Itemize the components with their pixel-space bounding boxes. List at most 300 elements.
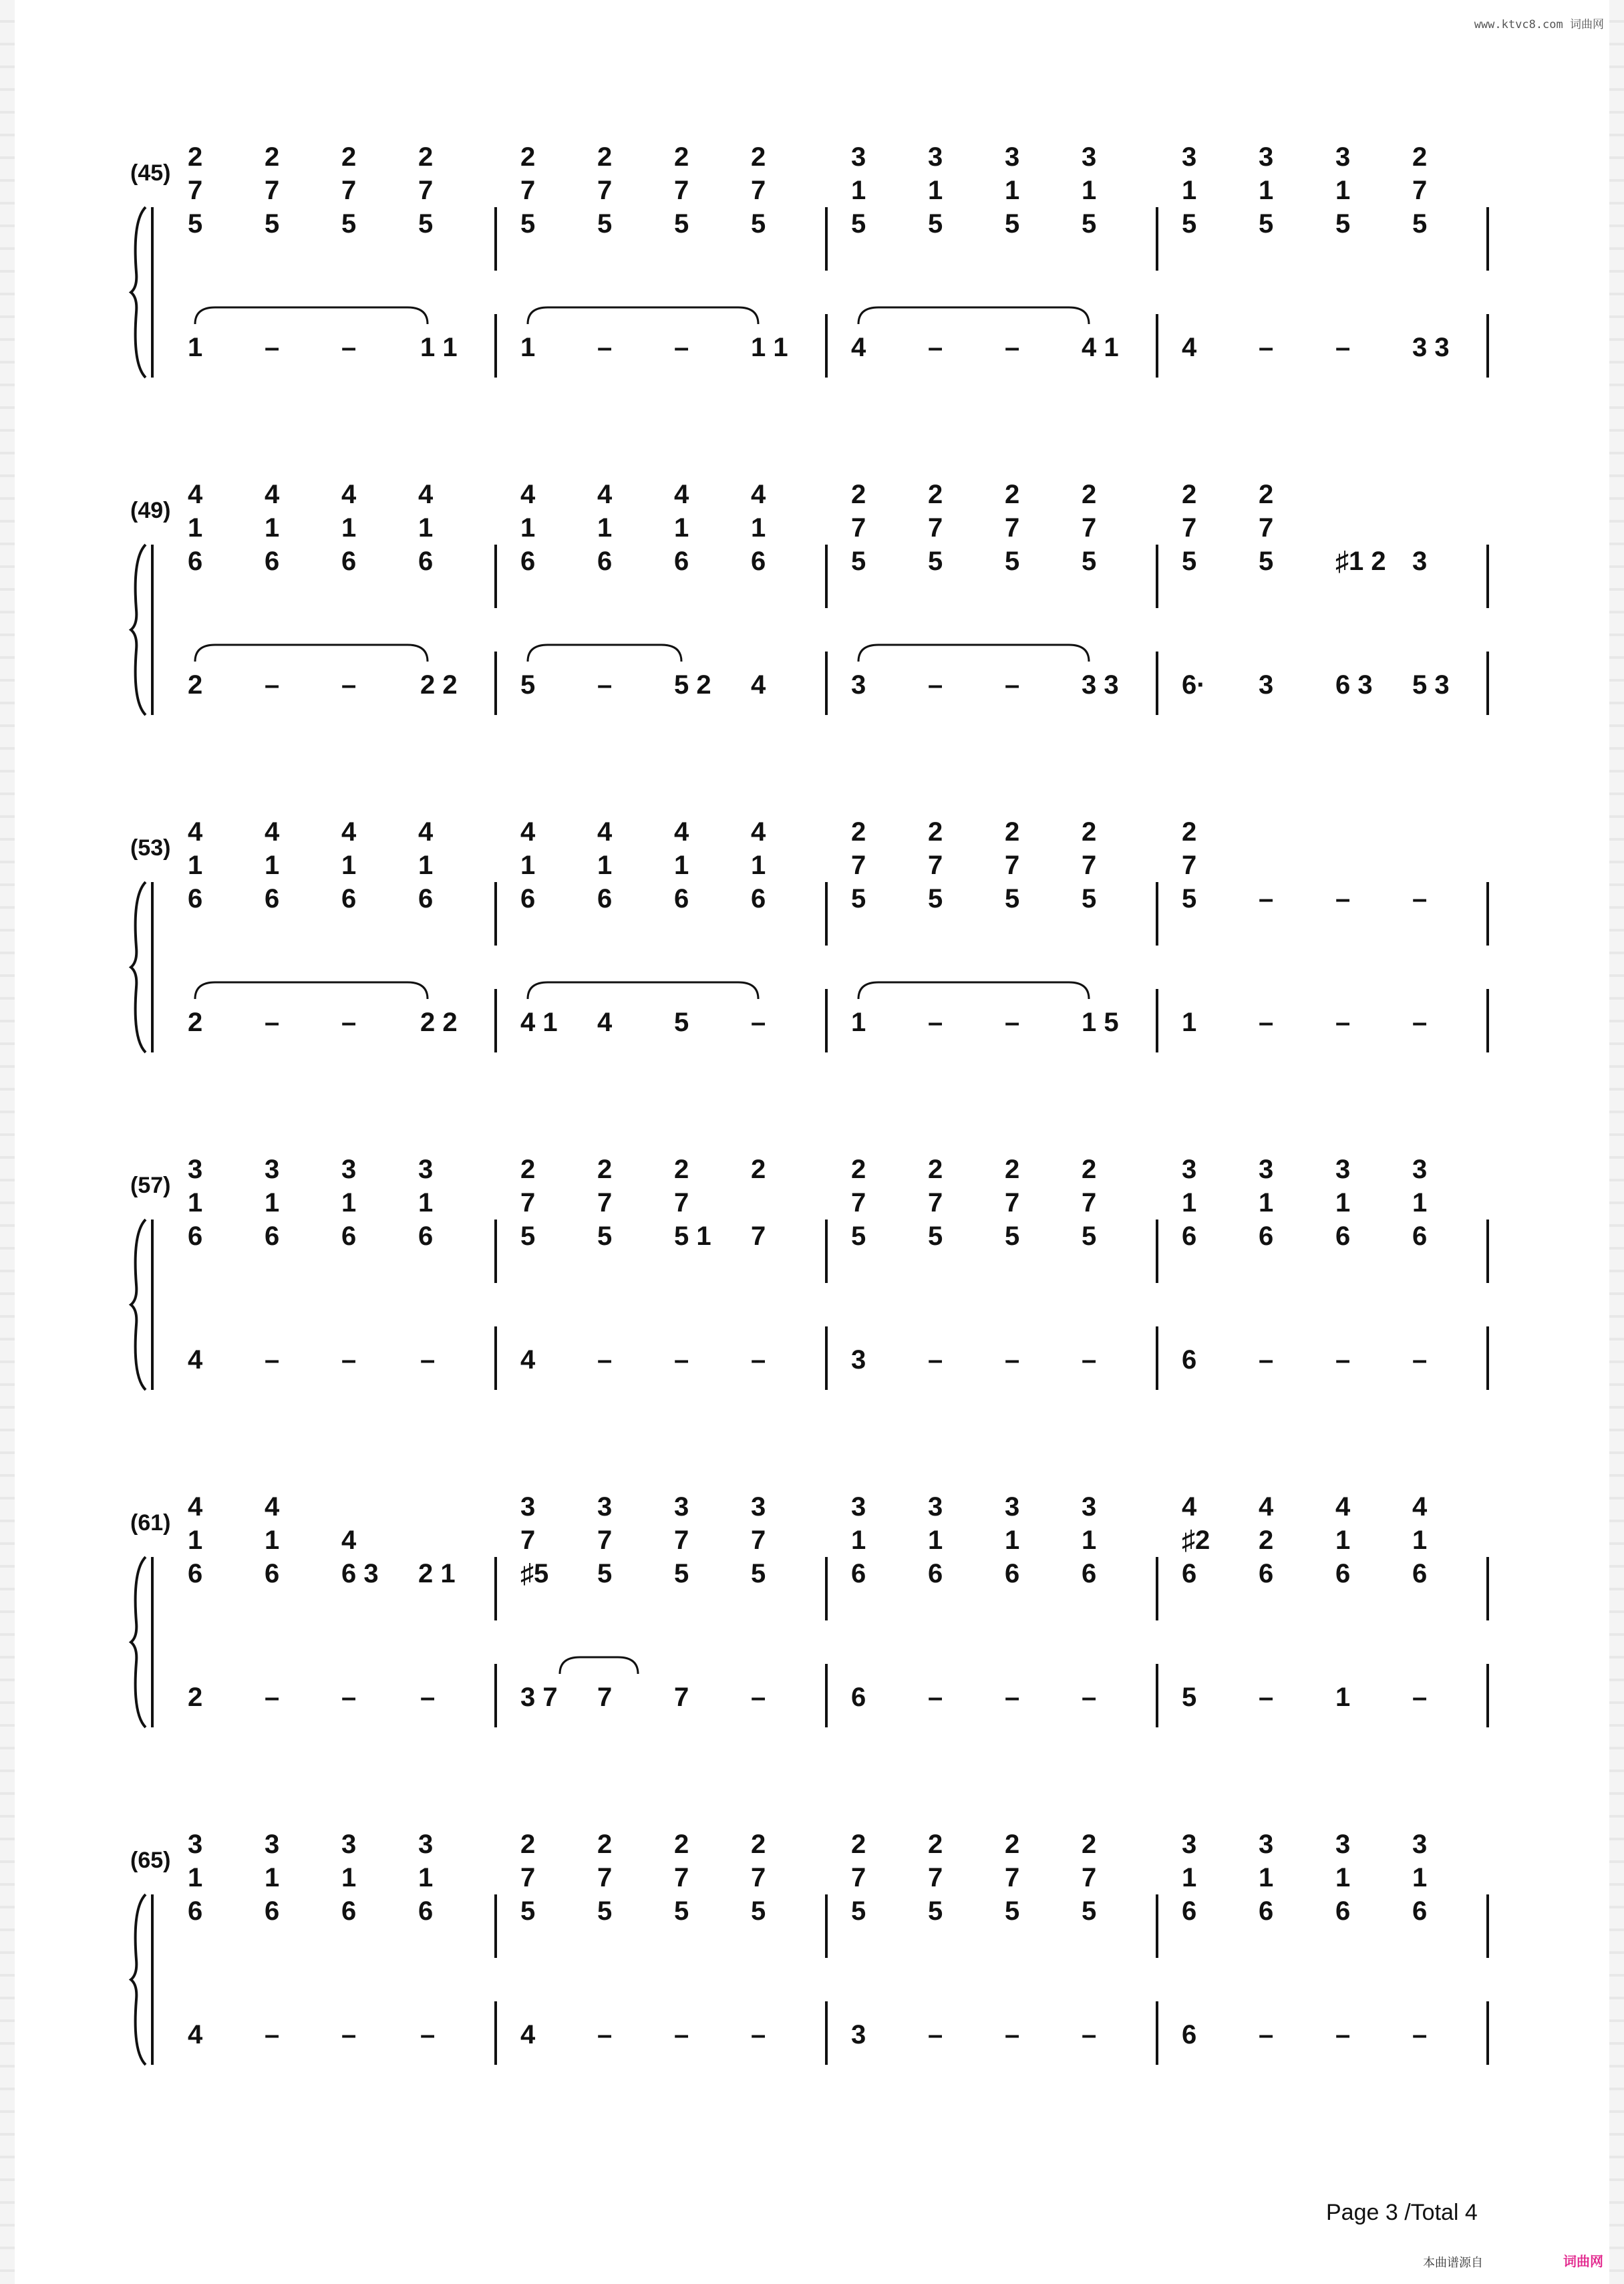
upper-note: 4: [418, 480, 434, 509]
measure-number: (53): [130, 835, 171, 861]
upper-note: 7: [851, 513, 866, 543]
upper-note: 2: [851, 480, 866, 509]
upper-note: 7: [674, 1863, 689, 1892]
lower-note: 1: [188, 333, 203, 362]
lower-note: –: [1082, 2020, 1097, 2049]
lower-note: –: [265, 1683, 280, 1712]
upper-note: 7: [1412, 176, 1428, 205]
upper-note: 6: [265, 1222, 280, 1251]
upper-note: 5: [1082, 884, 1097, 913]
upper-note: 2: [1005, 1830, 1020, 1859]
upper-note: 4: [751, 480, 766, 509]
upper-note: 6: [597, 884, 613, 913]
upper-note: 3: [1412, 1155, 1428, 1184]
lower-note: –: [1082, 1345, 1097, 1375]
upper-note: 6: [188, 1896, 203, 1926]
measure-number: (49): [130, 498, 171, 523]
barline: [1486, 1326, 1489, 1390]
upper-note: 5: [597, 209, 613, 239]
upper-note: 3: [928, 142, 943, 172]
lower-note: –: [674, 2020, 689, 2049]
upper-note: 4: [1412, 1492, 1428, 1522]
upper-note: 5: [1182, 209, 1197, 239]
lower-note: 1 1: [751, 333, 788, 362]
upper-note: 7: [1082, 851, 1097, 880]
upper-note: 6: [751, 547, 766, 576]
upper-note: 5: [674, 1896, 689, 1926]
upper-note: 2: [1259, 480, 1274, 509]
lower-note: –: [1335, 2020, 1351, 2049]
lower-note: 5: [1182, 1683, 1197, 1712]
upper-note: 7: [1082, 1188, 1097, 1218]
upper-note: 1: [1259, 1188, 1274, 1218]
lower-note: –: [928, 1008, 943, 1037]
barline: [1486, 882, 1489, 946]
upper-note: 1: [1412, 1526, 1428, 1555]
upper-note: 4: [674, 480, 689, 509]
upper-note: 1: [751, 851, 766, 880]
upper-note: 5: [597, 1559, 613, 1588]
upper-note: 2: [597, 1830, 613, 1859]
upper-note: 2: [1005, 480, 1020, 509]
lower-note: 3 7: [520, 1683, 558, 1712]
upper-note: 4: [1259, 1492, 1274, 1522]
barline: [1486, 207, 1489, 271]
upper-note: 2: [928, 1155, 943, 1184]
upper-note: 1: [1005, 1526, 1020, 1555]
lower-note: –: [1082, 1683, 1097, 1712]
lower-note: –: [751, 1008, 766, 1037]
upper-note: 2: [851, 1830, 866, 1859]
upper-note: 3: [751, 1492, 766, 1522]
barline: [494, 2001, 497, 2065]
upper-note: 2: [751, 1155, 766, 1184]
lower-note: 4: [597, 1008, 613, 1037]
upper-note: 1: [265, 1188, 280, 1218]
upper-note: 2: [751, 142, 766, 172]
upper-note: 5: [751, 1559, 766, 1588]
upper-note: 5: [265, 209, 280, 239]
upper-note: 6: [1259, 1896, 1274, 1926]
lower-note: –: [928, 670, 943, 700]
upper-note: 3: [418, 1155, 434, 1184]
upper-note: 2: [674, 142, 689, 172]
lower-note: –: [1335, 1345, 1351, 1375]
upper-note: 1: [1182, 1188, 1197, 1218]
barline: [1156, 652, 1158, 715]
upper-note: 6: [188, 1559, 203, 1588]
lower-note: 3 3: [1412, 333, 1450, 362]
lower-note: –: [341, 670, 357, 700]
upper-note: 6: [1182, 1896, 1197, 1926]
upper-note: 6: [341, 884, 357, 913]
barline: [494, 1557, 497, 1620]
upper-note: 6: [341, 1222, 357, 1251]
upper-note: 7: [751, 176, 766, 205]
lower-note: 5: [520, 670, 536, 700]
lower-note: –: [1259, 333, 1274, 362]
site-header: www.ktvc8.com 词曲网: [1474, 18, 1604, 31]
lower-note: 3: [851, 2020, 866, 2049]
upper-note: 3: [1259, 142, 1274, 172]
upper-note: 6: [265, 547, 280, 576]
upper-note: 5: [1259, 209, 1274, 239]
upper-note: 6: [265, 1559, 280, 1588]
lower-note: 5 3: [1412, 670, 1450, 700]
upper-note: 3: [674, 1492, 689, 1522]
lower-note: –: [1335, 1008, 1351, 1037]
barline: [825, 207, 828, 271]
upper-note: ♯2: [1182, 1526, 1210, 1555]
lower-note: 4: [188, 1345, 203, 1375]
upper-note: 2: [1259, 1526, 1274, 1555]
upper-note: 5: [1005, 547, 1020, 576]
upper-note: 5: [674, 209, 689, 239]
lower-note: –: [674, 1345, 689, 1375]
barline: [1486, 1220, 1489, 1283]
upper-note: 2: [751, 1830, 766, 1859]
upper-note: 1: [418, 1863, 434, 1892]
lower-note: –: [341, 1008, 357, 1037]
lower-note: 2 2: [420, 670, 458, 700]
upper-note: 6: [341, 547, 357, 576]
upper-note: 5: [1005, 1896, 1020, 1926]
upper-note: 1: [1412, 1863, 1428, 1892]
upper-note: 6: [597, 547, 613, 576]
barline: [494, 545, 497, 608]
barline: [1156, 882, 1158, 946]
upper-note: 4: [265, 817, 280, 847]
lower-note: 7: [597, 1683, 613, 1712]
barline: [494, 652, 497, 715]
upper-note: ♯5: [520, 1559, 549, 1588]
upper-note: 7: [751, 1222, 766, 1251]
upper-note: 1: [1259, 176, 1274, 205]
upper-note: 1: [1335, 1526, 1351, 1555]
lower-note: 2: [188, 1008, 203, 1037]
upper-note: 6: [674, 884, 689, 913]
page-number: Page 3 /Total 4: [1326, 2200, 1478, 2225]
lower-note: 6·: [1182, 670, 1206, 700]
upper-note: 4: [341, 817, 357, 847]
barline: [1486, 1557, 1489, 1620]
upper-note: 7: [674, 1526, 689, 1555]
upper-note: 1: [1259, 1863, 1274, 1892]
upper-note: 4: [188, 1492, 203, 1522]
upper-note: 7: [1005, 513, 1020, 543]
upper-note: 5: [341, 209, 357, 239]
upper-note: 5: [1005, 884, 1020, 913]
upper-note: 5: [597, 1896, 613, 1926]
upper-note: 2: [520, 142, 536, 172]
lower-note: –: [265, 670, 280, 700]
lower-note: –: [265, 333, 280, 362]
upper-note: 3: [1259, 1830, 1274, 1859]
upper-note: 1: [1082, 176, 1097, 205]
measure-number: (61): [130, 1510, 171, 1536]
barline: [825, 314, 828, 378]
upper-note: 6: [1182, 1559, 1197, 1588]
upper-note: 3: [1182, 1830, 1197, 1859]
upper-note: 2: [341, 142, 357, 172]
upper-note: 7: [520, 1526, 536, 1555]
lower-note: –: [928, 1683, 943, 1712]
barline: [825, 545, 828, 608]
lower-note: 4: [188, 2020, 203, 2049]
upper-note: 7: [341, 176, 357, 205]
barline: [494, 314, 497, 378]
upper-note: 4: [341, 1526, 357, 1555]
barline: [494, 1664, 497, 1727]
upper-note: 7: [1005, 1188, 1020, 1218]
upper-note: 7: [597, 1526, 613, 1555]
lower-note: –: [597, 1345, 613, 1375]
lower-note: –: [265, 1345, 280, 1375]
upper-note: 3: [1335, 142, 1351, 172]
upper-note: 1: [1335, 1188, 1351, 1218]
upper-note: 2: [1082, 1155, 1097, 1184]
barline: [1486, 314, 1489, 378]
upper-note: 5: [1082, 547, 1097, 576]
upper-note: 5: [851, 209, 866, 239]
barline: [1156, 989, 1158, 1052]
upper-note: 1: [1182, 176, 1197, 205]
upper-note: 5: [1082, 1222, 1097, 1251]
upper-note: 2: [1412, 142, 1428, 172]
upper-note: 3: [1182, 142, 1197, 172]
upper-note: 2: [928, 480, 943, 509]
upper-note: 4: [265, 480, 280, 509]
lower-note: –: [1259, 1345, 1274, 1375]
upper-note: 6: [751, 884, 766, 913]
barline: [1156, 1664, 1158, 1727]
upper-note: 3: [851, 1492, 866, 1522]
barline: [494, 1894, 497, 1958]
lower-note: 1: [851, 1008, 866, 1037]
lower-note: –: [1005, 2020, 1020, 2049]
upper-note: 6: [265, 884, 280, 913]
upper-note: 7: [597, 1863, 613, 1892]
upper-note: 2: [1082, 1830, 1097, 1859]
upper-note: 6: [188, 884, 203, 913]
upper-note: 7: [851, 1188, 866, 1218]
upper-note: 7: [751, 1863, 766, 1892]
lower-note: –: [1412, 1683, 1428, 1712]
lower-note: 2 2: [420, 1008, 458, 1037]
barline: [1156, 1220, 1158, 1283]
upper-note: 2: [674, 1830, 689, 1859]
upper-note: 6: [188, 547, 203, 576]
upper-note: –: [1259, 884, 1274, 913]
upper-note: 7: [674, 1188, 689, 1218]
measure-number: (57): [130, 1173, 171, 1198]
lower-note: –: [928, 2020, 943, 2049]
lower-note: 1: [520, 333, 536, 362]
upper-note: 1: [1335, 1863, 1351, 1892]
upper-note: 4: [341, 480, 357, 509]
upper-note: 7: [751, 1526, 766, 1555]
lower-note: –: [420, 2020, 436, 2049]
lower-note: –: [341, 1683, 357, 1712]
lower-note: –: [341, 2020, 357, 2049]
upper-note: 3: [1082, 1492, 1097, 1522]
upper-note: 4: [674, 817, 689, 847]
upper-note: 3: [265, 1830, 280, 1859]
upper-note: 7: [1082, 513, 1097, 543]
source-logo: 词曲网: [1563, 2255, 1603, 2269]
upper-note: 7: [520, 1863, 536, 1892]
lower-note: –: [1005, 1345, 1020, 1375]
upper-note: 6: [1412, 1559, 1428, 1588]
upper-note: 6: [851, 1559, 866, 1588]
barline: [494, 882, 497, 946]
upper-note: 3: [928, 1492, 943, 1522]
upper-note: 5: [674, 1559, 689, 1588]
upper-note: 3: [1412, 1830, 1428, 1859]
upper-note: 1: [520, 851, 536, 880]
upper-note: 2: [520, 1155, 536, 1184]
upper-note: ♯1 2: [1335, 547, 1386, 576]
upper-note: 5: [1335, 209, 1351, 239]
upper-note: 1: [188, 1188, 203, 1218]
upper-note: 3: [265, 1155, 280, 1184]
upper-note: 6: [265, 1896, 280, 1926]
lower-note: –: [1005, 333, 1020, 362]
upper-note: 5: [928, 547, 943, 576]
upper-note: 1: [341, 1188, 357, 1218]
barline: [825, 2001, 828, 2065]
upper-note: 7: [520, 1188, 536, 1218]
upper-note: 4: [265, 1492, 280, 1522]
lower-note: 4: [1182, 333, 1197, 362]
lower-note: 7: [674, 1683, 689, 1712]
upper-note: 6: [1412, 1222, 1428, 1251]
upper-note: 7: [1182, 851, 1197, 880]
upper-note: 1: [674, 851, 689, 880]
barline: [1486, 652, 1489, 715]
barline: [1156, 314, 1158, 378]
lower-note: 4: [520, 2020, 536, 2049]
lower-note: –: [1259, 2020, 1274, 2049]
upper-note: 5: [520, 1222, 536, 1251]
barline: [825, 1894, 828, 1958]
upper-note: 3: [1335, 1155, 1351, 1184]
upper-note: 7: [1005, 1863, 1020, 1892]
barline: [1156, 1894, 1158, 1958]
upper-note: 6: [520, 884, 536, 913]
upper-note: 7: [188, 176, 203, 205]
upper-note: 3: [1412, 547, 1428, 576]
upper-note: 5: [520, 1896, 536, 1926]
barline: [1156, 1326, 1158, 1390]
upper-note: 5: [851, 547, 866, 576]
upper-note: 4: [188, 817, 203, 847]
upper-note: 4: [597, 480, 613, 509]
upper-note: 6: [520, 547, 536, 576]
upper-note: 7: [597, 1188, 613, 1218]
barline: [494, 989, 497, 1052]
lower-note: –: [265, 1008, 280, 1037]
lower-note: –: [1005, 1008, 1020, 1037]
upper-note: 7: [928, 1188, 943, 1218]
upper-note: 5: [928, 1222, 943, 1251]
upper-note: 5: [1005, 1222, 1020, 1251]
source-label: 本曲谱源自: [1423, 2256, 1483, 2269]
barline: [1156, 207, 1158, 271]
upper-note: 7: [597, 176, 613, 205]
barline: [825, 989, 828, 1052]
upper-note: 1: [418, 1188, 434, 1218]
lower-note: 1 5: [1082, 1008, 1119, 1037]
lower-note: 4: [851, 333, 866, 362]
upper-note: 4: [520, 480, 536, 509]
upper-note: 3: [1005, 1492, 1020, 1522]
upper-note: 3: [341, 1155, 357, 1184]
upper-note: 2: [418, 142, 434, 172]
upper-note: 7: [1182, 513, 1197, 543]
upper-note: 6: [1412, 1896, 1428, 1926]
upper-note: 3: [1082, 142, 1097, 172]
upper-note: 5: [1082, 209, 1097, 239]
lower-note: –: [265, 2020, 280, 2049]
upper-note: 5: [751, 209, 766, 239]
lower-note: 2: [188, 1683, 203, 1712]
upper-note: 1: [1335, 176, 1351, 205]
lower-note: –: [1259, 1683, 1274, 1712]
upper-note: 5: [928, 1896, 943, 1926]
upper-note: 3: [1259, 1155, 1274, 1184]
lower-note: –: [1412, 1345, 1428, 1375]
upper-note: 2: [520, 1830, 536, 1859]
upper-note: 1: [418, 513, 434, 543]
upper-note: 5: [851, 1896, 866, 1926]
lower-note: 6: [1182, 1345, 1197, 1375]
left-watermark-strip: [0, 0, 15, 2284]
upper-note: 5: [751, 1896, 766, 1926]
upper-note: 6: [674, 547, 689, 576]
upper-note: 2: [1005, 817, 1020, 847]
barline: [1486, 545, 1489, 608]
upper-note: 4: [418, 817, 434, 847]
upper-note: 1: [1412, 1188, 1428, 1218]
lower-note: 1 1: [420, 333, 458, 362]
upper-note: 6: [1082, 1559, 1097, 1588]
upper-note: 4: [1182, 1492, 1197, 1522]
lower-note: 5 2: [674, 670, 711, 700]
upper-note: 1: [520, 513, 536, 543]
measure-number: (65): [130, 1848, 171, 1873]
lower-note: –: [420, 1345, 436, 1375]
upper-note: 3: [341, 1830, 357, 1859]
upper-note: 2: [597, 1155, 613, 1184]
upper-note: 5: [928, 884, 943, 913]
upper-note: 7: [418, 176, 434, 205]
upper-note: 2: [1182, 817, 1197, 847]
lower-note: 1: [1182, 1008, 1197, 1037]
upper-note: 2: [265, 142, 280, 172]
upper-note: 2: [188, 142, 203, 172]
upper-note: 1: [1082, 1526, 1097, 1555]
lower-note: –: [341, 333, 357, 362]
lower-note: 4 1: [1082, 333, 1119, 362]
upper-note: 5: [188, 209, 203, 239]
barline: [825, 1220, 828, 1283]
upper-note: 3: [597, 1492, 613, 1522]
barline: [1486, 989, 1489, 1052]
upper-note: 6: [188, 1222, 203, 1251]
upper-note: 7: [1082, 1863, 1097, 1892]
lower-note: –: [751, 1683, 766, 1712]
